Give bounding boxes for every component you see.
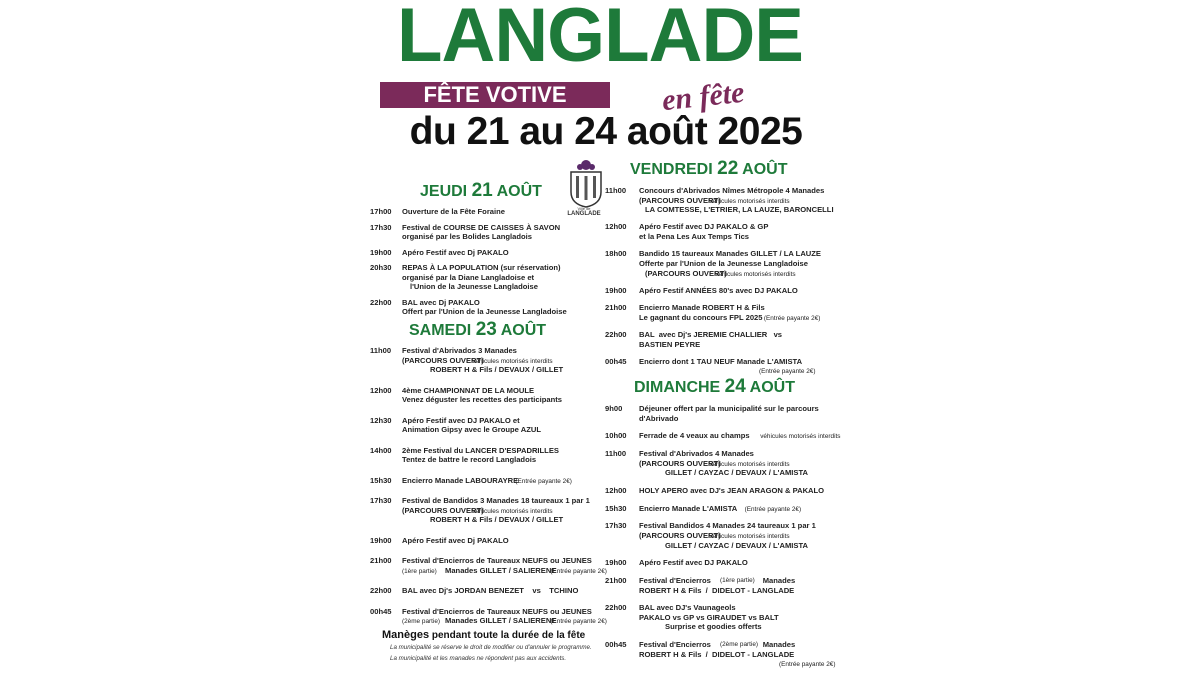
event-line: ROBERT H & Fils / DIDELOT - LANGLADE	[639, 649, 795, 659]
event-line: (Entrée payante 2€)	[779, 661, 836, 669]
event-line: GILLET / CAYZAC / DEVAUX / L'AMISTA	[665, 540, 808, 550]
event-line: et la Pena Les Aux Temps Tics	[639, 232, 750, 242]
event-time: 17h30	[370, 496, 392, 506]
event-line: (Entrée payante 2€)	[759, 368, 816, 376]
disclaimer-1: La municipalité se réserve le droit de modifier ou d'annuler le programme.	[390, 644, 592, 651]
event-line: (PARCOURS OUVERT)	[402, 505, 484, 515]
day-heading-vendredi: VENDREDI 22 AOÛT	[630, 158, 788, 179]
samedi-events	[370, 346, 610, 626]
event-time: 12h30	[370, 415, 392, 425]
event-line: Concours d'Abrivados Nîmes Métropole 4 Manades	[639, 186, 825, 195]
event-line: Festival d'Encierros	[639, 575, 711, 585]
event-line: d'Abrivado	[639, 413, 679, 423]
event-line: Manades GILLET / SALIERENE	[445, 616, 557, 626]
event-time: 19h00	[605, 285, 627, 295]
event-line: ROBERT H & Fils / DIDELOT - LANGLADE	[639, 585, 795, 595]
event-line: LA COMTESSE, L'ETRIER, LA LAUZE, BARONCELLI	[645, 205, 834, 215]
fete-votive-banner: FÊTE VOTIVE	[380, 82, 610, 108]
event-line: BAL avec Dj's JEREMIE CHALLIER vs	[639, 329, 783, 339]
event-line: Surprise et goodies offerts	[665, 622, 762, 632]
event-time: 22h00	[370, 586, 392, 596]
event-line: (PARCOURS OUVERT)	[645, 268, 727, 278]
event-line: (2ème partie)	[720, 641, 759, 649]
event-line: Festival d'Abrivados 4 Manades	[639, 449, 754, 459]
event-time: 21h00	[605, 575, 627, 585]
event-line: BAL avec DJ's Vaunageols	[639, 603, 736, 613]
event-line: Encierro Manade LABOURAYRE	[402, 475, 519, 485]
day-heading-dimanche: DIMANCHE 24 AOÛT	[634, 376, 795, 397]
event-line: Encierro dont 1 TAU NEUF Manade L'AMISTA	[639, 356, 803, 366]
event-line: (Entrée payante 2€)	[744, 505, 802, 513]
vendredi-events	[605, 186, 837, 376]
event-time: 17h00	[370, 207, 392, 216]
event-line: Ouverture de la Fête Foraine	[402, 207, 505, 216]
event-line: Offert par l'Union de la Jeunesse Langladoise	[402, 307, 567, 317]
event-line: Le gagnant du concours FPL 2025	[639, 312, 763, 322]
event-line: ROBERT H & Fils / DEVAUX / GILLET	[430, 365, 564, 375]
event-line: véhicules motorisés interdits	[472, 357, 553, 365]
event-time: 21h00	[605, 303, 627, 313]
event-time: 21h00	[370, 556, 392, 566]
event-line: (Entrée payante 2€)	[763, 314, 821, 322]
event-time: 22h00	[605, 329, 627, 339]
event-line: ROBERT H & Fils / DEVAUX / GILLET	[430, 515, 564, 525]
event-line: Animation Gipsy avec le Groupe AZUL	[402, 425, 541, 435]
langlade-crest-icon	[567, 158, 605, 208]
event-line: véhicules motorisés interdits	[472, 507, 553, 515]
event-time: 00h45	[370, 606, 392, 616]
event-line: Apéro Festif avec DJ PAKALO & GP	[639, 222, 769, 232]
event-line: Festival d'Encierros de Taureaux NEUFS ou JEUNES	[402, 606, 592, 616]
event-line: Apéro Festif avec DJ PAKALO	[639, 558, 748, 568]
event-line: (1ère partie)	[402, 567, 437, 575]
event-line: l'Union de la Jeunesse Langladoise	[410, 282, 538, 292]
event-line: Festival d'Abrivados 3 Manades	[402, 346, 517, 355]
event-time: 22h00	[370, 297, 392, 307]
event-line: PAKALO vs GP vs GIRAUDET vs BALT	[639, 612, 779, 622]
event-line: BASTIEN PEYRE	[639, 339, 701, 349]
event-line: 2ème Festival du LANCER D'ESPADRILLES	[402, 445, 559, 455]
event-time: 9h00	[605, 404, 623, 413]
event-line: Festival Bandidos 4 Manades 24 taureaux 1 par 1	[639, 521, 816, 531]
event-time: 17h30	[370, 222, 392, 232]
event-time: 15h30	[370, 475, 392, 485]
event-line: Manades	[762, 640, 796, 650]
event-line: Apéro Festif avec DJ PAKALO et	[402, 415, 520, 425]
event-line: Apéro Festif avec Dj PAKALO	[402, 535, 509, 545]
event-time: 12h00	[605, 222, 627, 232]
event-line: Tentez de battre le record Langladois	[402, 455, 537, 465]
event-line: Festival d'Encierros	[639, 640, 711, 650]
event-line: (Entrée payante 2€)	[515, 477, 572, 485]
event-line: Apéro Festif avec Dj PAKALO	[402, 247, 509, 257]
day-heading-jeudi: JEUDI 21 AOÛT	[420, 180, 542, 201]
event-line: organisé par la Diane Langladoise et	[402, 272, 535, 282]
event-time: 00h45	[605, 356, 627, 366]
event-line: organisé par les Bolides Langladois	[402, 232, 532, 242]
event-time: 11h00	[370, 346, 392, 355]
event-time: 19h00	[605, 558, 627, 568]
jeudi-events	[370, 207, 600, 317]
event-time: 22h00	[605, 603, 627, 613]
event-line: 4ème CHAMPIONNAT DE LA MOULE	[402, 385, 535, 395]
day-heading-samedi: SAMEDI 23 AOÛT	[409, 319, 547, 340]
event-line: Venez déguster les recettes des participants	[402, 395, 562, 405]
poster-dates: du 21 au 24 août 2025	[409, 110, 803, 153]
event-time: 20h30	[370, 263, 392, 273]
en-fete-script: en fête	[660, 75, 746, 118]
logo-caption: Ville de LANGLADE	[567, 206, 601, 217]
event-line: véhicules motorisés interdits	[709, 460, 790, 468]
event-line: Apéro Festif ANNÉES 80's avec DJ PAKALO	[639, 285, 798, 295]
event-time: 11h00	[605, 449, 627, 459]
event-time: 17h30	[605, 521, 627, 531]
event-time: 19h00	[370, 535, 392, 545]
event-line: BAL avec Dj PAKALO	[402, 297, 480, 307]
poster-title: LANGLADE	[397, 0, 803, 78]
event-line: REPAS À LA POPULATION (sur réservation)	[402, 263, 561, 273]
festival-poster	[362, 0, 841, 673]
event-line: (PARCOURS OUVERT)	[639, 195, 721, 205]
event-line: Manades	[762, 575, 796, 585]
event-time: 15h30	[605, 503, 627, 513]
event-line: (1ère partie)	[720, 576, 755, 584]
event-line: Ferrade de 4 veaux au champs	[639, 431, 750, 441]
event-time: 14h00	[370, 445, 392, 455]
event-line: (PARCOURS OUVERT)	[402, 355, 484, 365]
event-line: Offerte par l'Union de la Jeunesse Langladoise	[639, 258, 808, 268]
event-line: Déjeuner offert par la municipalité sur le parcours	[639, 404, 819, 413]
event-line: (PARCOURS OUVERT)	[639, 458, 721, 468]
event-line: Bandido 15 taureaux Manades GILLET / LA LAUZE	[639, 249, 821, 259]
event-time: 12h00	[605, 485, 627, 495]
dimanche-events	[605, 404, 841, 669]
event-time: 18h00	[605, 249, 627, 259]
event-line: (PARCOURS OUVERT)	[639, 530, 721, 540]
event-line: (Entrée payante 2€)	[550, 567, 607, 575]
event-line: Encierro Manade ROBERT H & Fils	[639, 303, 765, 313]
maneges-line: Manèges pendant toute la durée de la fête	[382, 629, 586, 641]
event-time: 00h45	[605, 640, 627, 650]
event-line: (2ème partie)	[402, 618, 441, 626]
event-time: 19h00	[370, 247, 392, 257]
event-line: BAL avec Dj's JORDAN BENEZET vs TCHINO	[402, 586, 579, 596]
event-line: Festival de COURSE DE CAISSES À SAVON	[402, 222, 561, 232]
event-line: Encierro Manade L'AMISTA	[639, 503, 738, 513]
event-time: 12h00	[370, 385, 392, 395]
event-line: Festival d'Encierros de Taureaux NEUFS ou JEUNES	[402, 556, 592, 566]
event-line: (Entrée payante 2€)	[550, 618, 607, 626]
disclaimer-2: La municipalité et les manades ne répondent pas aux accidents.	[390, 655, 567, 662]
event-line: véhicules motorisés interdits	[715, 270, 796, 278]
event-time: 11h00	[605, 186, 627, 195]
event-line: véhicules motorisés interdits	[709, 532, 790, 540]
event-line: Festival de Bandidos 3 Manades 18 taureaux 1 par 1	[402, 496, 590, 506]
event-line: véhicules motorisés interdits	[760, 433, 841, 441]
event-line: Manades GILLET / SALIERENE	[445, 565, 557, 575]
event-line: HOLY APERO avec DJ's JEAN ARAGON & PAKALO	[639, 485, 825, 495]
event-time: 10h00	[605, 431, 627, 441]
event-line: véhicules motorisés interdits	[709, 197, 790, 205]
event-line: GILLET / CAYZAC / DEVAUX / L'AMISTA	[665, 468, 808, 478]
